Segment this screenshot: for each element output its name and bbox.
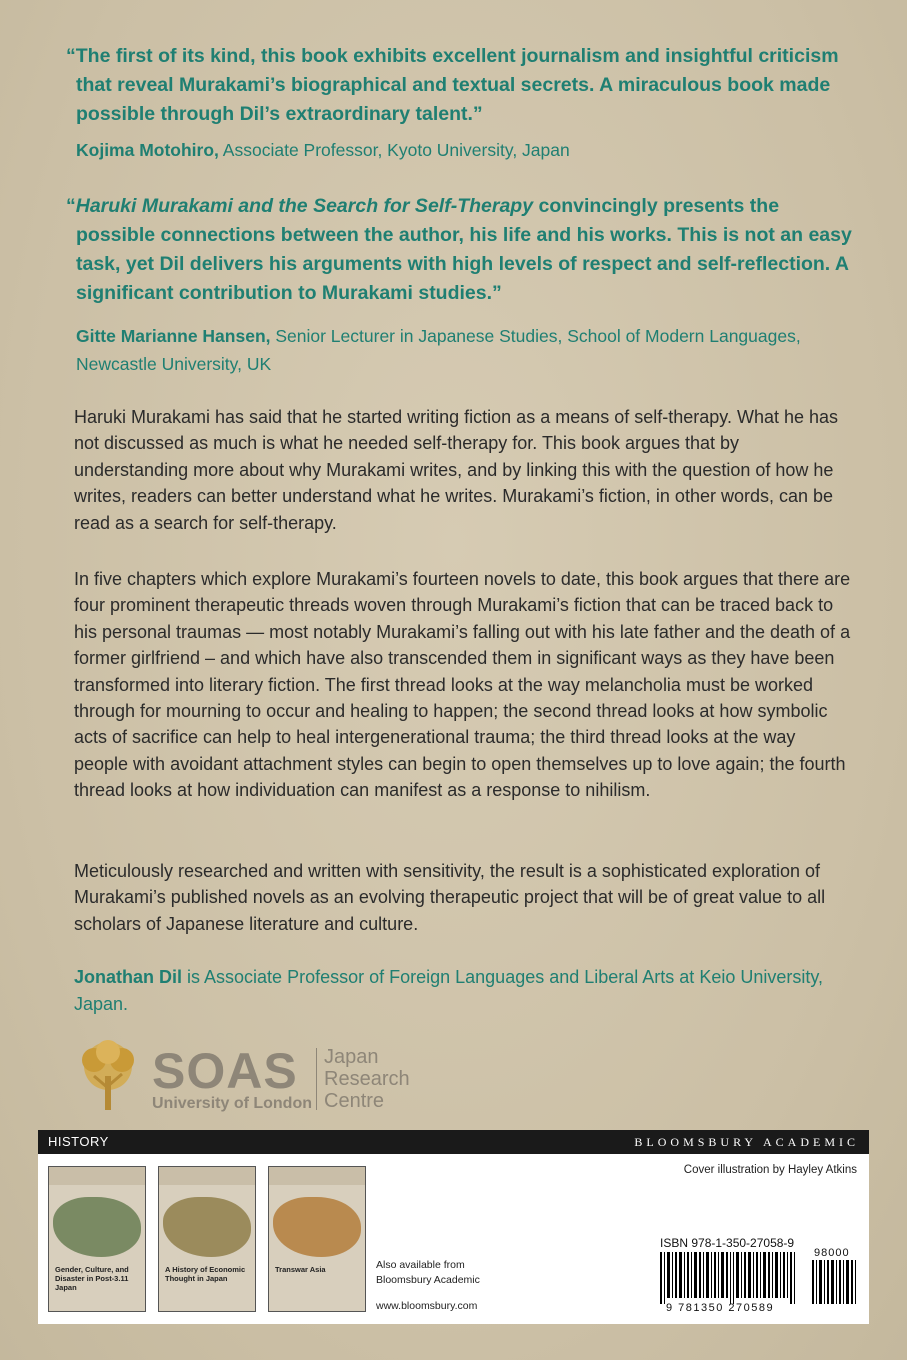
book-3-title: Transwar Asia	[275, 1265, 326, 1274]
barcode-digits: 9 781350 270589	[666, 1302, 775, 1314]
book-1-title: Gender, Culture, and Disaster in Post-3.11 Japan	[55, 1265, 129, 1292]
author-bio	[74, 964, 834, 1018]
logo-divider	[316, 1048, 317, 1110]
author-name: Jonathan Dil	[74, 967, 183, 987]
author-bio-text: is Associate Professor of Foreign Languages and Liberal Arts at Keio University, Japan.	[74, 967, 824, 1014]
quote-1-role: Associate Professor, Kyoto University, Japan	[218, 140, 570, 160]
barcode-icon	[660, 1252, 860, 1304]
soas-logo	[72, 1040, 432, 1116]
quote-1-text: “The first of its kind, this book exhibits excellent journalism and insightful criticism that reveal Murakami’s biographical and textual secrets. A miraculous book made possible through Dil’s extraordinary talent.”	[66, 45, 839, 125]
quote-1	[66, 42, 856, 129]
info-panel	[38, 1154, 869, 1324]
quote-2-role: Senior Lecturer in Japanese Studies, School of Modern Languages, Newcastle University, UK	[76, 326, 801, 374]
quote-2-name: Gitte Marianne Hansen,	[76, 326, 271, 346]
japan-research-centre: Japan Research Centre	[324, 1046, 410, 1112]
book-1-image	[53, 1197, 141, 1257]
blurb-paragraph-1: Haruki Murakami has said that he started writing fiction as a means of self-therapy. What he has not discussed as much is what he needed self-therapy for. This book argues that by understanding more about why Murakami writes, and by linking this with the question of how he writes, readers can better understand what he writes. Murakami’s fiction, in other words, can be read as a search for self-therapy.	[74, 407, 839, 533]
book-2-title: A History of Economic Thought in Japan	[165, 1265, 246, 1283]
category-label: HISTORY	[48, 1134, 109, 1149]
also-available: Also available from Bloomsbury Academic	[376, 1259, 480, 1286]
category-bar	[38, 1130, 869, 1154]
quote-2-text: convincingly presents the possible connections between the author, his life and his works. This is not an easy task, yet Dil delivers his arguments with high levels of respect and self-reflection. A significant contribution to Murakami studies.”	[76, 195, 852, 304]
quote-2-attribution	[76, 322, 846, 378]
quote-2-open-mark: “	[66, 195, 76, 217]
book-3-image	[273, 1197, 361, 1257]
soas-subtitle: University of London	[152, 1095, 312, 1112]
barcode-addon-digits: 98000	[814, 1247, 850, 1259]
quote-1-attribution	[76, 136, 846, 164]
tree-icon	[72, 1040, 144, 1116]
cover-illustration-credit: Cover illustration by Hayley Atkins	[683, 1164, 857, 1176]
book-2-image	[163, 1197, 251, 1257]
related-book-1	[48, 1166, 146, 1312]
related-book-2	[158, 1166, 256, 1312]
quote-1-name: Kojima Motohiro,	[76, 140, 219, 160]
blurb-paragraph-3: Meticulously researched and written with sensitivity, the result is a sophisticated exploration of Murakami’s published novels as an evolving therapeutic project that will be of great value to all scholars of Japanese literature and culture.	[74, 861, 826, 934]
quote-2-book-title: Haruki Murakami and the Search for Self-Therapy	[75, 195, 534, 217]
isbn-label: ISBN 978-1-350-27058-9	[660, 1236, 795, 1250]
publisher-website: www.bloomsbury.com	[376, 1300, 478, 1312]
quote-2	[66, 192, 856, 308]
related-book-3	[268, 1166, 366, 1312]
soas-wordmark: SOAS	[152, 1043, 298, 1099]
publisher-label: BLOOMSBURY ACADEMIC	[634, 1135, 859, 1149]
blurb-paragraph-2: In five chapters which explore Murakami’s fourteen novels to date, this book argues that there are four prominent therapeutic threads woven through Murakami’s fiction that can be traced back to his personal traumas — most notably Murakami’s falling out with his late father and the death of a former girlfriend – and which have also transcended them in significant ways as they have been transformed into literary fiction. The first thread looks at the way melancholia must be worked through for mourning to occur and healing to happen; the second thread looks at how symbolic acts of sacrifice can help to heal intergenerational trauma; the third thread looks at the way people with avoidant attachment styles can begin to open themselves up to love again; the fourth thread looks at how individuation can manifest as a response to nihilism.	[74, 569, 851, 801]
